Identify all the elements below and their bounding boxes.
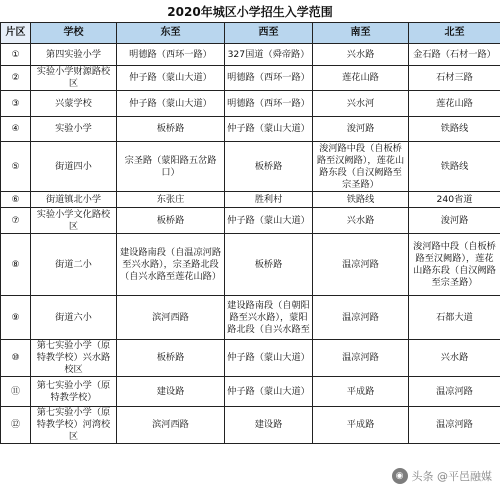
table-row (1, 117, 500, 142)
cell-district: ③ (1, 91, 31, 117)
cell-district: ⑤ (1, 142, 31, 192)
cell-east: 东张庄 (117, 192, 225, 208)
cell-north: 莲花山路 (409, 91, 500, 117)
cell-district: ① (1, 44, 31, 66)
cell-south: 温凉河路 (313, 340, 409, 377)
table-row (1, 66, 500, 91)
table-row (1, 192, 500, 208)
cell-district: ⑨ (1, 296, 31, 340)
cell-west: 仲子路（蒙山大道） (225, 340, 313, 377)
cell-north: 石都大道 (409, 296, 500, 340)
cell-west: 建设路南段（自朝阳路至兴水路），蒙阳路北段（自兴水路至 (225, 296, 313, 340)
cell-west: 板桥路 (225, 142, 313, 192)
cell-district: ⑩ (1, 340, 31, 377)
cell-east: 建设路 (117, 377, 225, 407)
table-row (1, 377, 500, 407)
cell-west: 明德路（西环一路） (225, 91, 313, 117)
header-north: 北至 (409, 23, 500, 44)
logo-icon: ◉ (392, 468, 408, 484)
cell-south: 平成路 (313, 377, 409, 407)
cell-west: 建设路 (225, 407, 313, 444)
cell-school: 第七实验小学（原特教学校）河湾校区 (31, 407, 117, 444)
header-west: 西至 (225, 23, 313, 44)
cell-school: 街道二小 (31, 234, 117, 296)
header-school: 学校 (31, 23, 117, 44)
cell-district: ⑥ (1, 192, 31, 208)
table-row (1, 234, 500, 296)
cell-east: 仲子路（蒙山大道） (117, 91, 225, 117)
cell-south: 兴水路 (313, 44, 409, 66)
table-row (1, 208, 500, 234)
cell-district: ② (1, 66, 31, 91)
cell-east: 板桥路 (117, 117, 225, 142)
cell-east: 滨河西路 (117, 407, 225, 444)
cell-south: 温凉河路 (313, 234, 409, 296)
cell-south: 浚河路中段（自板桥路至汉阙路），莲花山路东段（自汉阙路至宗圣路） (313, 142, 409, 192)
cell-north: 240省道 (409, 192, 500, 208)
cell-school: 实验小学 (31, 117, 117, 142)
cell-east: 板桥路 (117, 340, 225, 377)
header-east: 东至 (117, 23, 225, 44)
cell-north: 兴水路 (409, 340, 500, 377)
cell-east: 明德路（西环一路） (117, 44, 225, 66)
cell-school: 兴蒙学校 (31, 91, 117, 117)
cell-west: 327国道（舜帝路） (225, 44, 313, 66)
cell-south: 莲花山路 (313, 66, 409, 91)
cell-south: 铁路线 (313, 192, 409, 208)
cell-district: ⑫ (1, 407, 31, 444)
cell-east: 板桥路 (117, 208, 225, 234)
cell-south: 浚河路 (313, 117, 409, 142)
table-row (1, 142, 500, 192)
cell-north: 浚河路中段（自板桥路至汉阙路），莲花山路东段（自汉阙路至宗圣路） (409, 234, 500, 296)
cell-west: 胜利村 (225, 192, 313, 208)
cell-district: ④ (1, 117, 31, 142)
cell-west: 仲子路（蒙山大道） (225, 117, 313, 142)
cell-north: 铁路线 (409, 142, 500, 192)
cell-east: 滨河西路 (117, 296, 225, 340)
cell-north: 温凉河路 (409, 377, 500, 407)
cell-district: ⑪ (1, 377, 31, 407)
cell-school: 街道六小 (31, 296, 117, 340)
cell-west: 板桥路 (225, 234, 313, 296)
table-row (1, 296, 500, 340)
cell-school: 街道镇北小学 (31, 192, 117, 208)
cell-north: 金石路（石材一路） (409, 44, 500, 66)
table-row (1, 91, 500, 117)
table-row (1, 340, 500, 377)
cell-school: 实验小学财源路校区 (31, 66, 117, 91)
cell-west: 明德路（西环一路） (225, 66, 313, 91)
cell-school: 第四实验小学 (31, 44, 117, 66)
cell-north: 浚河路 (409, 208, 500, 234)
header-south: 南至 (313, 23, 409, 44)
watermark (392, 468, 493, 484)
cell-west: 仲子路（蒙山大道） (225, 208, 313, 234)
cell-school: 第七实验小学（原特教学校）兴水路校区 (31, 340, 117, 377)
watermark-text: 头条 @平邑融媒 (411, 470, 492, 483)
cell-school: 街道四小 (31, 142, 117, 192)
table-row (1, 407, 500, 444)
cell-west: 仲子路（蒙山大道） (225, 377, 313, 407)
cell-east: 仲子路（蒙山大道） (117, 66, 225, 91)
cell-south: 平成路 (313, 407, 409, 444)
cell-school: 实验小学文化路校区 (31, 208, 117, 234)
cell-north: 石材三路 (409, 66, 500, 91)
header-district: 片区 (1, 23, 31, 44)
table-row (1, 44, 500, 66)
cell-south: 温凉河路 (313, 296, 409, 340)
cell-north: 温凉河路 (409, 407, 500, 444)
cell-south: 兴水路 (313, 208, 409, 234)
header-row (1, 23, 500, 44)
enrollment-table (0, 22, 500, 444)
cell-north: 铁路线 (409, 117, 500, 142)
cell-south: 兴水河 (313, 91, 409, 117)
cell-district: ⑧ (1, 234, 31, 296)
cell-east: 宗圣路（蒙阳路五岔路口） (117, 142, 225, 192)
cell-school: 第七实验小学（原特教学校） (31, 377, 117, 407)
cell-east: 建设路南段（自温凉河路至兴水路），宗圣路北段（自兴水路至莲花山路） (117, 234, 225, 296)
table-title: 2020年城区小学招生入学范围 (0, 0, 500, 22)
cell-district: ⑦ (1, 208, 31, 234)
